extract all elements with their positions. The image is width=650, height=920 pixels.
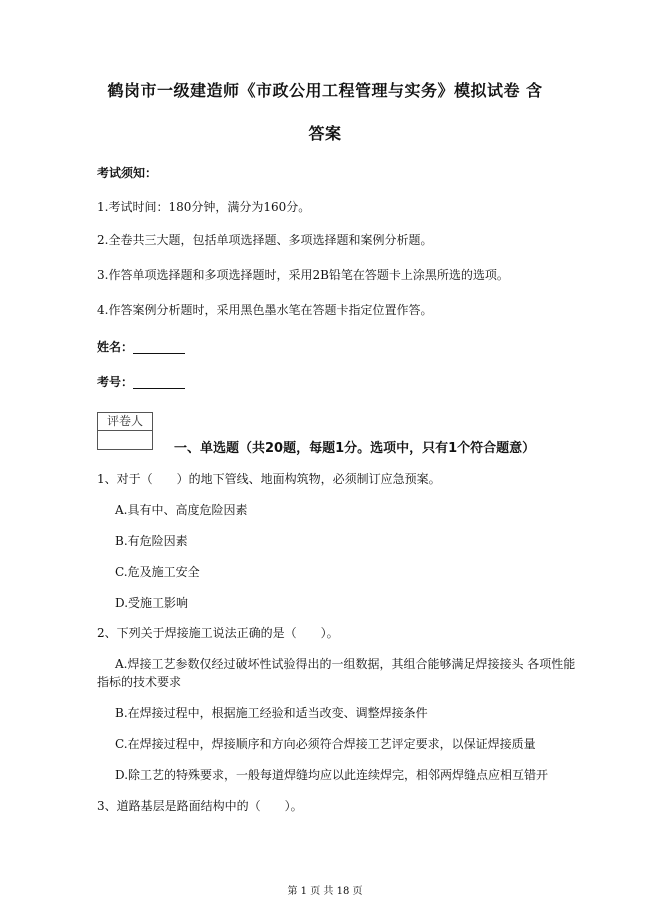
notice-item-2: 2.全卷共三大题，包括单项选择题、多项选择题和案例分析题。 <box>97 233 433 247</box>
name-field <box>97 340 185 354</box>
grader-box <box>97 412 153 450</box>
notice-item-3: 3.作答单项选择题和多项选择题时，采用2B铅笔在答题卡上涂黑所选的选项。 <box>97 268 509 282</box>
question-2-option-b: B.在焊接过程中，根据施工经验和适当改变、调整焊接条件 <box>115 706 428 720</box>
notice-item-4: 4.作答案例分析题时，采用黑色墨水笔在答题卡指定位置作答。 <box>97 303 433 317</box>
exam-id-field <box>97 375 185 389</box>
exam-id-blank <box>133 376 185 389</box>
question-1-stem: 1、对于（ ）的地下管线、地面构筑物，必须制订应急预案。 <box>97 472 441 486</box>
name-label: 姓名： <box>97 340 134 354</box>
question-2-option-c: C.在焊接过程中，焊接顺序和方向必须符合焊接工艺评定要求，以保证焊接质量 <box>115 737 536 751</box>
question-1-option-b: B.有危险因素 <box>115 534 188 548</box>
question-1-option-c: C.危及施工安全 <box>115 565 200 579</box>
question-2-option-a: A.焊接工艺参数仅经过破坏性试验得出的一组数据，其组合能够满足焊接接头 各项性能 <box>115 657 576 671</box>
question-2-stem: 2、下列关于焊接施工说法正确的是（ ）。 <box>97 626 339 640</box>
page-footer: 第 1 页 共 18 页 <box>287 886 363 897</box>
name-blank <box>133 341 185 354</box>
page-title-line-1: 鹤岗市一级建造师《市政公用工程管理与实务》模拟试卷 含 <box>107 81 543 100</box>
question-2-option-d: D.除工艺的特殊要求，一般每道焊缝均应以此连续焊完，相邻两焊缝点应相互错开 <box>115 768 549 782</box>
grader-label: 评卷人 <box>98 413 152 431</box>
question-3-stem: 3、道路基层是路面结构中的（ ）。 <box>97 799 303 813</box>
notice-item-1: 1.考试时间：180分钟，满分为160分。 <box>97 200 311 214</box>
question-1-option-a: A.具有中、高度危险因素 <box>115 503 248 517</box>
question-1-option-d: D.受施工影响 <box>115 596 189 610</box>
page-title-line-2: 答案 <box>308 124 342 143</box>
notice-heading: 考试须知： <box>97 166 158 180</box>
section-heading: 一、单选题（共20题，每题1分。选项中，只有1个符合题意） <box>174 441 536 456</box>
question-2-option-a-cont: 指标的技术要求 <box>97 675 182 689</box>
exam-id-label: 考号： <box>97 375 134 389</box>
